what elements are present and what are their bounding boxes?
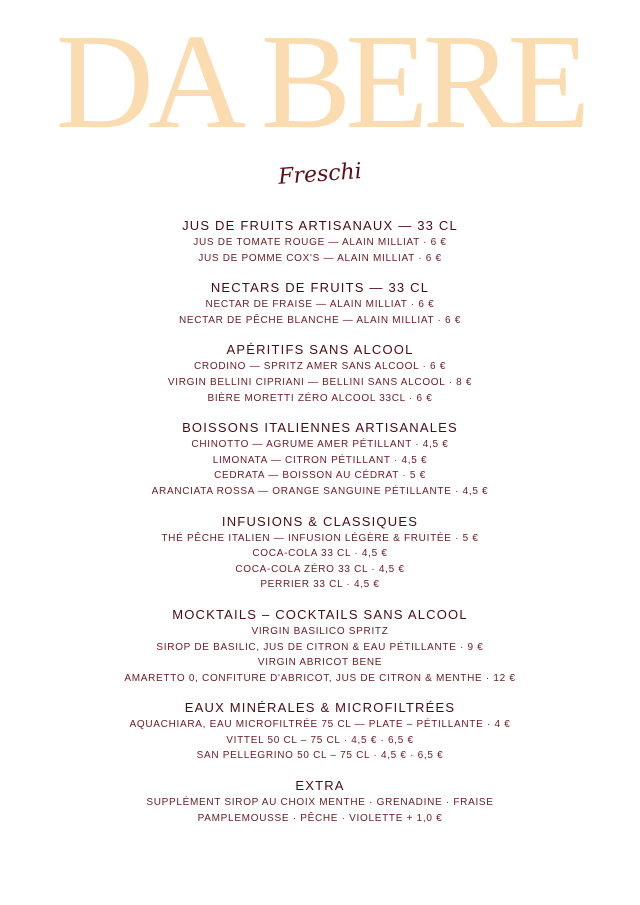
menu-item: PERRIER 33 CL · 4,5 € — [260, 579, 380, 591]
menu-item: CEDRATA — BOISSON AU CÉDRAT · 5 € — [214, 470, 426, 482]
menu-item: NECTAR DE FRAISE — ALAIN MILLIAT · 6 € — [205, 299, 435, 311]
menu-item: VIRGIN ABRICOT BENE — [257, 657, 383, 669]
menu-item: PAMPLEMOUSSE · PÊCHE · VIOLETTE + 1,0 € — [197, 812, 443, 824]
section-title: APÉRITIFS SANS ALCOOL — [226, 342, 414, 358]
menu-item: THÉ PÊCHE ITALIEN — INFUSION LÉGÈRE & FRUITÉE · 5 € — [161, 532, 479, 544]
menu-item: AQUACHIARA, EAU MICROFILTRÉE 75 CL — PLATE – PÉTILLANTE · 4 € — [129, 719, 511, 731]
menu-item: SIROP DE BASILIC, JUS DE CITRON & EAU PÉTILLANTE · 9 € — [156, 641, 484, 653]
section-title: BOISSONS ITALIENNES ARTISANALES — [182, 420, 458, 436]
menu-item: VITTEL 50 CL – 75 CL · 4,5 € · 6,5 € — [226, 734, 414, 746]
section-title: NECTARS DE FRUITS — 33 CL — [210, 280, 430, 296]
menu-item: CRODINO — SPRITZ AMER SANS ALCOOL · 6 € — [194, 361, 446, 373]
brand-title: DA BERE — [55, 7, 585, 157]
menu-item: SAN PELLEGRINO 50 CL – 75 CL · 4,5 € · 6,5 € — [196, 750, 444, 762]
menu-section — [0, 514, 640, 593]
menu-section — [0, 280, 640, 328]
menu-item: JUS DE POMME COX'S — ALAIN MILLIAT · 6 € — [198, 252, 442, 264]
menu-section — [0, 778, 640, 826]
menu-subtitle: Freschi — [277, 159, 363, 190]
menu-list — [0, 218, 640, 840]
menu-item: LIMONATA — CITRON PÉTILLANT · 4,5 € — [212, 454, 428, 466]
menu-section — [0, 700, 640, 764]
menu-item: JUS DE TOMATE ROUGE — ALAIN MILLIAT · 6 € — [193, 237, 447, 248]
section-title: EXTRA — [295, 778, 345, 794]
section-title: MOCKTAILS – COCKTAILS SANS ALCOOL — [172, 606, 468, 622]
menu-section — [0, 420, 640, 499]
menu-item: COCA-COLA 33 CL · 4,5 € — [252, 548, 388, 560]
menu-item: AMARETTO 0, CONFITURE D'ABRICOT, JUS DE CITRON & MENTHE · 12 € — [124, 672, 516, 684]
menu-item: COCA-COLA ZÉRO 33 CL · 4,5 € — [235, 563, 405, 575]
section-title: EAUX MINÉRALES & MICROFILTRÉES — [184, 700, 456, 716]
menu-section — [0, 607, 640, 686]
section-title: JUS DE FRUITS ARTISANAUX — 33 CL — [182, 218, 458, 233]
menu-section — [0, 342, 640, 406]
section-title: INFUSIONS & CLASSIQUES — [221, 513, 419, 529]
menu-item: BIÈRE MORETTI ZÉRO ALCOOL 33CL · 6 € — [207, 392, 433, 404]
menu-item: VIRGIN BELLINI CIPRIANI — BELLINI SANS ALCOOL · 8 € — [167, 376, 473, 388]
menu-item: VIRGIN BASILICO SPRITZ — [251, 625, 389, 637]
menu-item: CHINOTTO — AGRUME AMER PÉTILLANT · 4,5 € — [191, 439, 449, 451]
menu-item: SUPPLÉMENT SIROP AU CHOIX MENTHE · GRENADINE · FRAISE — [146, 797, 494, 809]
menu-item: NECTAR DE PÊCHE BLANCHE — ALAIN MILLIAT · 6 € — [178, 314, 462, 326]
menu-section — [0, 218, 640, 266]
menu-item: ARANCIATA ROSSA — ORANGE SANGUINE PÉTILLANTE · 4,5 € — [151, 485, 489, 497]
